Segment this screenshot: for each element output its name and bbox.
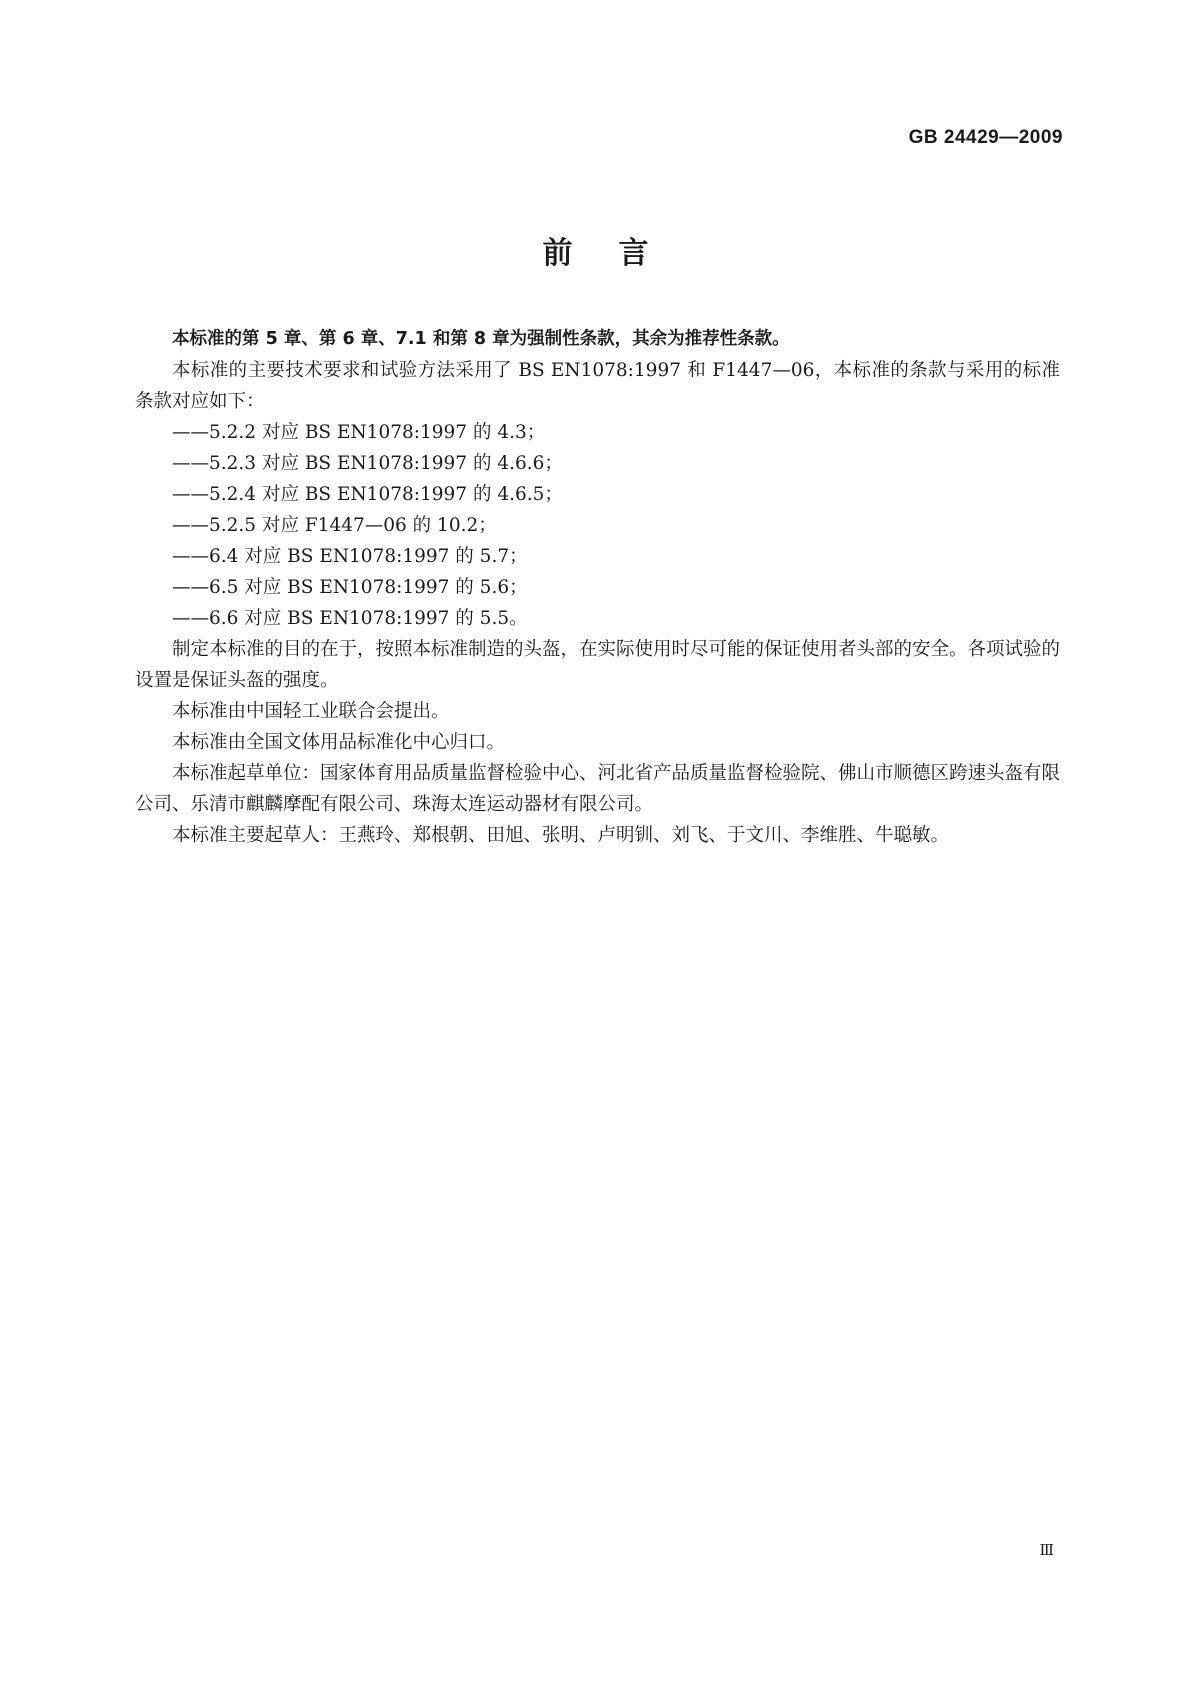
page-number: Ⅲ <box>1039 1541 1054 1559</box>
clause-correspondence-item: ——6.6 对应 BS EN1078:1997 的 5.5。 <box>172 608 528 629</box>
clause-correspondence-item: ——6.4 对应 BS EN1078:1997 的 5.7； <box>172 546 528 567</box>
drafting-units-paragraph: 本标准起草单位：国家体育用品质量监督检验中心、河北省产品质量监督检验院、佛山市顺德区跨速头盔有限公司、乐清市麒麟摩配有限公司、珠海太连运动器材有限公司。 <box>135 763 1061 815</box>
mandatory-clauses-statement: 本标准的第 5 章、第 6 章、7.1 和第 8 章为强制性条款，其余为推荐性条款。 <box>172 329 790 349</box>
page-title: 前言 <box>542 236 695 271</box>
centralized-by-paragraph: 本标准由全国文体用品标准化中心归口。 <box>172 732 506 753</box>
clause-correspondence-item: ——5.2.5 对应 F1447—06 的 10.2； <box>172 515 497 536</box>
standard-code: GB 24429—2009 <box>908 127 1063 148</box>
drafters-paragraph: 本标准主要起草人：王燕玲、郑根朝、田旭、张明、卢明钏、刘飞、于文川、李维胜、牛聪敏。 <box>172 825 950 846</box>
clause-correspondence-item: ——6.5 对应 BS EN1078:1997 的 5.6； <box>172 577 528 598</box>
clause-correspondence-item: ——5.2.2 对应 BS EN1078:1997 的 4.3； <box>172 422 546 443</box>
preface-body <box>135 324 1060 851</box>
purpose-paragraph: 制定本标准的目的在于，按照本标准制造的头盔，在实际使用时尽可能的保证使用者头部的安全。各项试验的设置是保证头盔的强度。 <box>135 639 1061 691</box>
clause-correspondence-item: ——5.2.4 对应 BS EN1078:1997 的 4.6.5； <box>172 484 563 505</box>
clause-correspondence-item: ——5.2.3 对应 BS EN1078:1997 的 4.6.6； <box>172 453 563 474</box>
adopted-standards-paragraph: 本标准的主要技术要求和试验方法采用了 BS EN1078:1997 和 F1447—06，本标准的条款与采用的标准条款对应如下： <box>135 360 1060 412</box>
proposer-paragraph: 本标准由中国轻工业联合会提出。 <box>172 701 450 722</box>
